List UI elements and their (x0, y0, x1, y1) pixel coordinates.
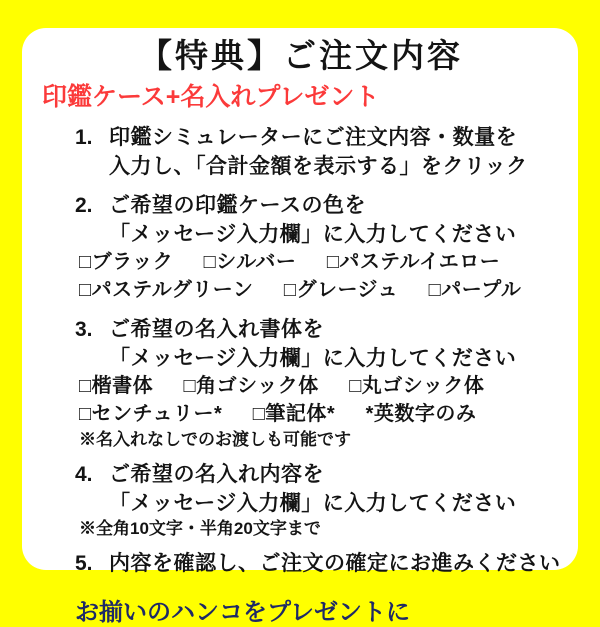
step-3-number: 3. (75, 318, 93, 341)
step-5-line-1: 内容を確認し、ご注文の確定にお進みください (109, 552, 561, 575)
option-label: シルバー (216, 251, 297, 273)
step-1-number: 1. (75, 126, 93, 149)
checkbox-icon: □ (326, 251, 340, 273)
font-options-row-2 (79, 401, 560, 429)
step-2-line-2: 「メッセージ入力欄」に入力してください (109, 223, 517, 246)
option-black (79, 251, 173, 273)
step-5-number: 5. (75, 552, 93, 575)
step-4-number: 4. (75, 463, 93, 486)
step-3-line-2: 「メッセージ入力欄」に入力してください (109, 347, 517, 370)
option-kaku-gothic (184, 375, 319, 397)
option-label: 楷書体 (91, 375, 154, 397)
checkbox-icon: □ (79, 375, 92, 397)
checkbox-icon: □ (349, 375, 362, 397)
option-script (253, 403, 335, 425)
step-4 (75, 460, 560, 539)
option-label: パステルグリーン (91, 279, 254, 301)
step-3-note: ※名入れなしでのお渡しも可能です (79, 430, 351, 449)
step-4-line-1: ご希望の名入れ内容を (109, 463, 324, 486)
option-kaisho (79, 375, 153, 397)
checkbox-icon: □ (283, 279, 297, 301)
checkbox-icon: □ (79, 403, 92, 425)
option-maru-gothic (349, 375, 484, 397)
case-color-options-row-1 (79, 249, 560, 277)
case-color-options-row-2 (79, 277, 560, 305)
step-4-line-2: 「メッセージ入力欄」に入力してください (109, 492, 517, 515)
option-pastel-green (79, 279, 253, 301)
option-label: パープル (441, 279, 522, 301)
option-label: ブラック (91, 251, 174, 273)
checkbox-icon: □ (203, 251, 217, 273)
steps-list (75, 123, 560, 578)
checkbox-icon: □ (428, 279, 442, 301)
option-label: グレージュ (296, 279, 399, 301)
bottom-cutoff-text: お揃いのハンコをプレゼントに (75, 599, 411, 626)
option-purple (429, 279, 522, 301)
step-5 (75, 549, 560, 578)
step-3 (75, 315, 560, 450)
checkbox-icon: □ (79, 279, 92, 301)
step-3-line-1: ご希望の名入れ書体を (109, 318, 324, 341)
offer-subtitle: 印鑑ケース+名入れプレゼント (42, 83, 380, 111)
option-label: 筆記体* (265, 403, 336, 425)
step-1-line-2: 入力し、「合計金額を表示する」をクリック (109, 155, 528, 178)
step-1 (75, 123, 560, 181)
checkbox-icon: □ (183, 375, 197, 397)
option-label: センチュリー* (91, 403, 223, 425)
option-label: パステルイエロー (339, 251, 501, 273)
option-greige (284, 279, 398, 301)
offer-card (22, 28, 578, 575)
step-4-note: ※全角10文字・半角20文字まで (79, 519, 321, 538)
options-inline-note: *英数字のみ (365, 403, 477, 425)
option-label: 丸ゴシック体 (361, 375, 485, 397)
step-1-line-1: 印鑑シミュレーターにご注文内容・数量を (109, 126, 518, 149)
step-2-number: 2. (75, 194, 93, 217)
page-title: 【特典】ご注文内容 (139, 37, 463, 74)
font-options-row-1 (79, 373, 560, 401)
option-century (79, 403, 222, 425)
step-2 (75, 191, 560, 305)
checkbox-icon: □ (252, 403, 266, 425)
option-silver (204, 251, 297, 273)
option-pastel-yellow (327, 251, 500, 273)
checkbox-icon: □ (79, 251, 92, 273)
step-2-line-1: ご希望の印鑑ケースの色を (109, 194, 366, 217)
option-label: 角ゴシック体 (196, 375, 319, 397)
